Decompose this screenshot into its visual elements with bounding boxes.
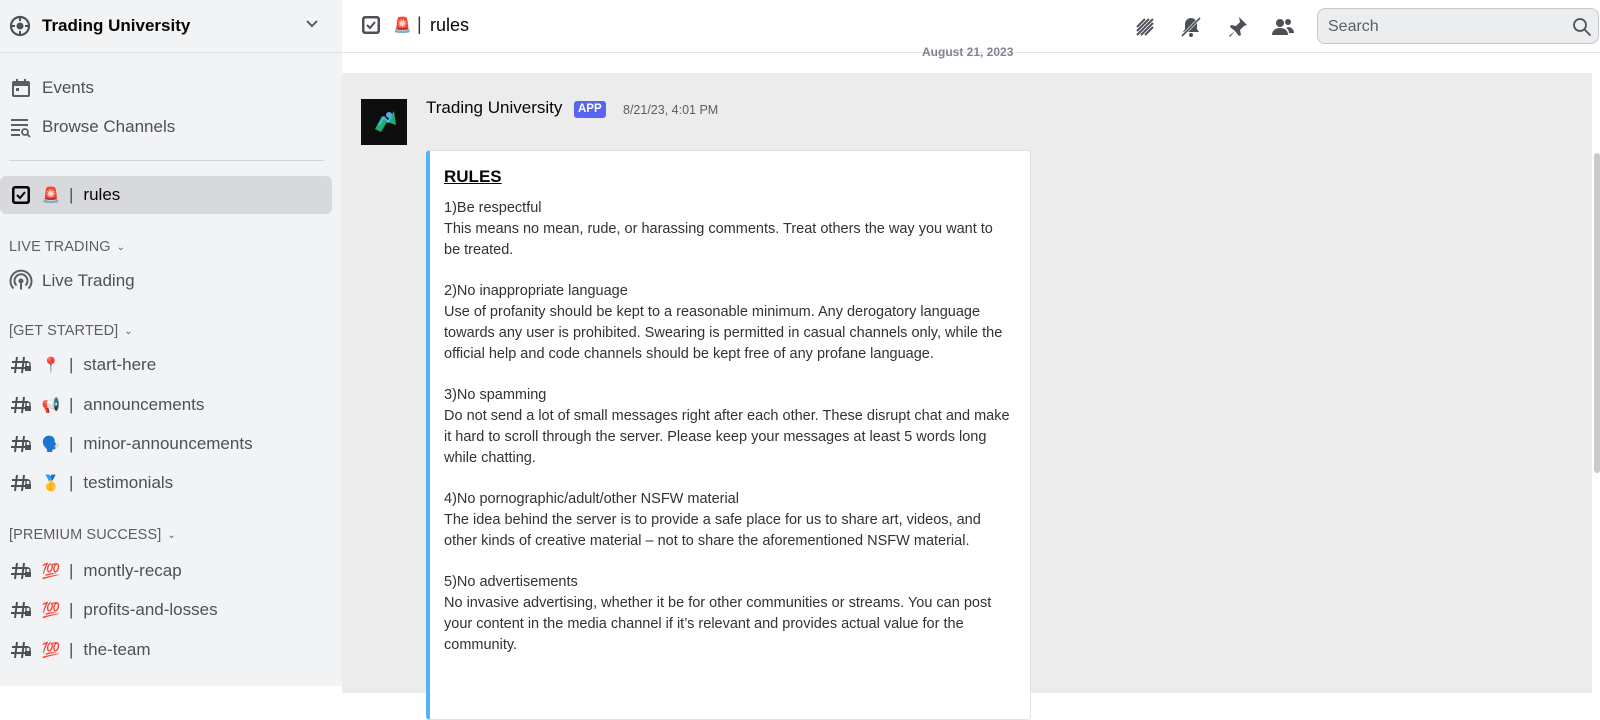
channel-separator: | bbox=[69, 354, 74, 374]
text-channel-locked-icon bbox=[9, 638, 33, 662]
channel-name: rules bbox=[83, 185, 121, 204]
server-settings-icon bbox=[9, 15, 31, 37]
message-author[interactable]: Trading University bbox=[426, 98, 563, 117]
message[interactable] bbox=[342, 73, 1592, 693]
channel-item-start-here[interactable] bbox=[0, 346, 332, 383]
channel-name: minor-announcements bbox=[83, 433, 253, 453]
server-header[interactable] bbox=[0, 0, 342, 53]
channel-separator: | bbox=[69, 433, 74, 453]
text-channel-locked-icon bbox=[9, 559, 33, 583]
channel-item-minor-announcements[interactable] bbox=[0, 425, 332, 462]
channel-item-profits-and-losses[interactable] bbox=[0, 591, 332, 628]
avatar[interactable] bbox=[361, 99, 407, 145]
chevron-down-icon: ⌄ bbox=[167, 529, 176, 541]
channel-separator: | bbox=[69, 639, 74, 659]
channel-name: testimonials bbox=[83, 472, 174, 492]
channel-emoji: 📍 bbox=[41, 356, 61, 374]
message-area bbox=[342, 45, 1600, 686]
search-input[interactable] bbox=[1328, 16, 1558, 38]
channel-emoji: 🚨 bbox=[393, 17, 412, 34]
date-divider-label: August 21, 2023 bbox=[922, 45, 1014, 59]
sidebar-item-browse-channels[interactable] bbox=[0, 108, 332, 145]
search-box[interactable] bbox=[1317, 8, 1599, 44]
category-live-trading[interactable] bbox=[9, 239, 125, 255]
search-icon bbox=[1572, 17, 1592, 42]
rules-embed bbox=[426, 150, 1031, 720]
channel-name: Live Trading bbox=[42, 270, 135, 290]
scrollbar[interactable] bbox=[1594, 153, 1600, 473]
text-channel-locked-icon bbox=[9, 353, 33, 377]
mute-icon[interactable] bbox=[1177, 13, 1205, 41]
chevron-down-icon: ⌄ bbox=[116, 241, 126, 253]
rules-channel-icon bbox=[9, 183, 33, 207]
channel-emoji: 🗣️ bbox=[41, 435, 61, 453]
category-premium-success[interactable] bbox=[9, 527, 176, 543]
channel-separator: | bbox=[69, 560, 74, 580]
channel-separator: | bbox=[69, 472, 74, 492]
channel-emoji: 📢 bbox=[41, 396, 61, 414]
calendar-icon bbox=[9, 76, 33, 100]
channel-emoji: 🥇 bbox=[41, 474, 61, 492]
text-channel-locked-icon bbox=[9, 432, 33, 456]
embed-description: 1)Be respectful This means no mean, rude, or harassing comments. Treat others the way you want to be treated. 2)No inappropriate language Use of profanity should be kept to a reasonable minimum. Any derogatory language towards any user is prohibited. Swearing is permitted in casual channels only, while the official help and code channels should be kept free of any profane language. 3)No spamming Do not send a lot of small messages right after each other. These disrupt chat and make it hard to scroll through the server. Please keep your messages at least 5 words long while chatting. 4)No pornographic/adult/other NSFW material The idea behind the server is to provide a safe place for us to share art, videos, and other kinds of creative material – not to share the aforementioned NSFW material. 5)No advertisements No invasive advertising, whether it be for other communities or streams. You can post your content in the media channel if it’s relevant and provides actual value for the community. bbox=[444, 200, 1010, 653]
members-icon[interactable] bbox=[1269, 13, 1297, 41]
broadcast-icon bbox=[9, 269, 33, 293]
chevron-down-icon[interactable] bbox=[304, 16, 320, 37]
server-name: Trading University bbox=[42, 16, 191, 35]
channel-item-announcements[interactable] bbox=[0, 386, 332, 423]
channel-item-live-trading[interactable] bbox=[0, 262, 332, 299]
message-timestamp: 8/21/23, 4:01 PM bbox=[623, 103, 719, 117]
sidebar-item-events[interactable] bbox=[0, 69, 332, 106]
channel-separator: | bbox=[69, 394, 74, 414]
text-channel-locked-icon bbox=[9, 393, 33, 417]
rules-channel-icon bbox=[361, 15, 381, 40]
threads-icon[interactable] bbox=[1131, 13, 1159, 41]
category-label: LIVE TRADING bbox=[9, 239, 111, 255]
channel-item-testimonials[interactable] bbox=[0, 464, 332, 501]
channel-emoji: 🚨 bbox=[41, 187, 61, 204]
date-divider bbox=[342, 45, 1600, 73]
channel-emoji: 💯 bbox=[41, 601, 61, 619]
channel-separator: | bbox=[69, 185, 74, 204]
text-channel-locked-icon bbox=[9, 471, 33, 495]
sidebar-item-label: Browse Channels bbox=[42, 116, 176, 136]
channel-emoji: 💯 bbox=[41, 562, 61, 580]
category-get-started[interactable] bbox=[9, 323, 133, 339]
sidebar-divider bbox=[9, 160, 324, 161]
text-channel-locked-icon bbox=[9, 598, 33, 622]
channel-separator: | bbox=[417, 14, 422, 34]
channel-item-montly-recap[interactable] bbox=[0, 552, 332, 589]
channel-emoji: 💯 bbox=[41, 641, 61, 659]
channel-name: start-here bbox=[83, 354, 157, 374]
channel-name: announcements bbox=[83, 394, 205, 414]
channel-name: profits-and-losses bbox=[83, 599, 218, 619]
pin-icon[interactable] bbox=[1223, 13, 1251, 41]
category-label: [GET STARTED] bbox=[9, 323, 119, 339]
channel-title: rules bbox=[430, 15, 470, 35]
sidebar-item-label: Events bbox=[42, 77, 94, 97]
channel-sidebar bbox=[0, 0, 342, 686]
channel-item-rules[interactable] bbox=[0, 176, 332, 214]
channel-name: the-team bbox=[83, 639, 151, 659]
category-label: [PREMIUM SUCCESS] bbox=[9, 527, 162, 543]
channel-separator: | bbox=[69, 599, 74, 619]
browse-channels-icon bbox=[9, 115, 33, 139]
channel-name: montly-recap bbox=[83, 560, 182, 580]
chevron-down-icon: ⌄ bbox=[124, 325, 133, 337]
app-badge: APP bbox=[574, 101, 606, 118]
embed-title: RULES bbox=[444, 167, 502, 186]
channel-item-the-team[interactable] bbox=[0, 631, 332, 668]
